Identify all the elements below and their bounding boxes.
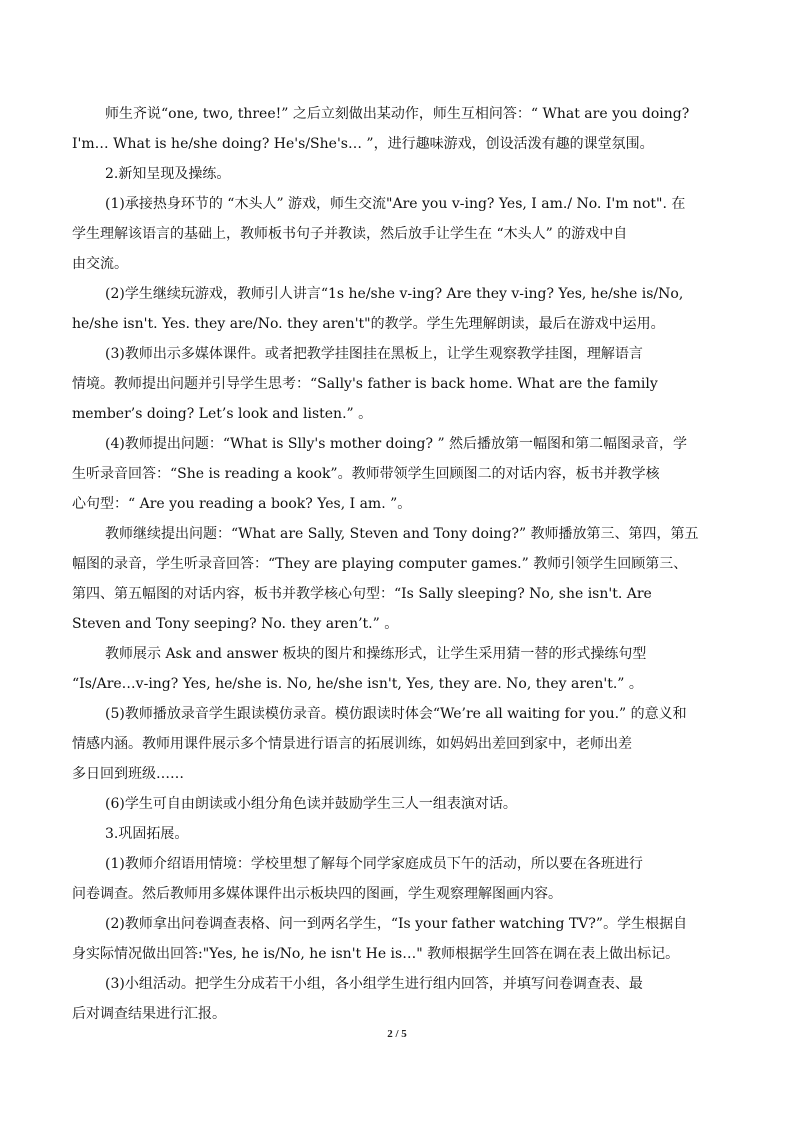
text-line: 情感内涵。教师用课件展示多个情景进行语言的拓展训练，如妈妈出差回到家中，老师出差 <box>72 736 632 752</box>
text-line: I'm… What is he/she doing? He's/She's… ”，进行趣味游戏，创设活泼有趣的课堂氛围。 <box>72 136 654 152</box>
text-line: (6)学生可自由朗读或小组分角色读并鼓励学生三人一组表演对话。 <box>105 796 517 812</box>
text-line: 问卷调查。然后教师用多媒体课件出示板块四的图画，学生观察理解图画内容。 <box>72 886 562 902</box>
text-line: 幅图的录音，学生听录音回答：“They are playing computer games.” 教师引领学生回顾第三、 <box>72 556 688 572</box>
text-line: 教师展示 Ask and answer 板块的图片和操练形式，让学生采用猜一替的形式操练句型 <box>105 646 647 662</box>
text-line: 身实际情况做出回答:"Yes, he is/No, he isn't He is…" 教师根据学生回答在调在表上做出标记。 <box>72 946 680 962</box>
section-heading: 3.巩固拓展。 <box>105 826 189 842</box>
section-heading: 2.新知呈现及操练。 <box>105 166 231 182</box>
text-line: (1)承接热身环节的 “木头人” 游戏，师生交流"Are you v-ing? Yes, I am./ No. I'm not". 在 <box>105 196 686 212</box>
text-line: he/she isn't. Yes. they are/No. they aren't"的教学。学生先理解朗读，最后在游戏中运用。 <box>72 316 665 332</box>
text-line: 由交流。 <box>72 256 128 272</box>
page-number: 2 / 5 <box>387 1028 407 1040</box>
text-line: 师生齐说“one, two, three!” 之后立刻做出某动作，师生互相问答：“ What are you doing? <box>105 106 690 122</box>
text-line: (4)教师提出问题：“What is Slly's mother doing? ” 然后播放第一幅图和第二幅图录音，学 <box>105 436 688 452</box>
text-line: (1)教师介绍语用情境：学校里想了解每个同学家庭成员下午的活动，所以要在各班进行 <box>105 856 643 872</box>
text-line: 教师继续提出问题：“What are Sally, Steven and Tony doing?” 教师播放第三、第四，第五 <box>105 526 699 542</box>
text-line: “Is/Are…v-ing? Yes, he/she is. No, he/she isn't, Yes, they are. No, they aren't.” 。 <box>72 676 643 692</box>
text-line: (3)教师出示多媒体课件。或者把教学挂图挂在黑板上，让学生观察教学挂图，理解语言 <box>105 346 643 362</box>
text-line: member’s doing? Let’s look and listen.” 。 <box>72 406 373 422</box>
text-line: 后对调查结果进行汇报。 <box>72 1006 226 1022</box>
text-line: 情境。教师提出问题并引导学生思考：“Sally's father is back home. What are the family <box>72 376 658 392</box>
text-line: 生听录音回答：“She is reading a kook”。教师带领学生回顾图二的对话内容，板书并教学核 <box>72 466 660 482</box>
text-line: 心句型：“ Are you reading a book? Yes, I am. ”。 <box>72 496 412 512</box>
text-line: (5)教师播放录音学生跟读模仿录音。模仿跟读时体会“We’re all waiting for you.” 的意义和 <box>105 706 687 722</box>
text-line: (2)教师拿出问卷调查表格、问一到两名学生，“Is your father watching TV?”。学生根据自 <box>105 916 688 932</box>
text-line: (3)小组活动。把学生分成若干小组，各小组学生进行组内回答，并填写问卷调查表、最 <box>105 976 643 992</box>
text-line: Steven and Tony seeping? No. they aren’t.” 。 <box>72 616 399 632</box>
text-line: 第四、第五幅图的对话内容，板书并教学核心句型：“Is Sally sleeping? No, she isn't. Are <box>72 586 652 602</box>
text-line: 多日回到班级…… <box>72 766 184 782</box>
text-line: 学生理解该语言的基础上，教师板书句子并教读，然后放手让学生在 “木头人” 的游戏中自 <box>72 226 628 242</box>
text-line: (2)学生继续玩游戏，教师引人讲言“1s he/she v-ing? Are they v-ing? Yes, he/she is/No, <box>105 286 684 302</box>
